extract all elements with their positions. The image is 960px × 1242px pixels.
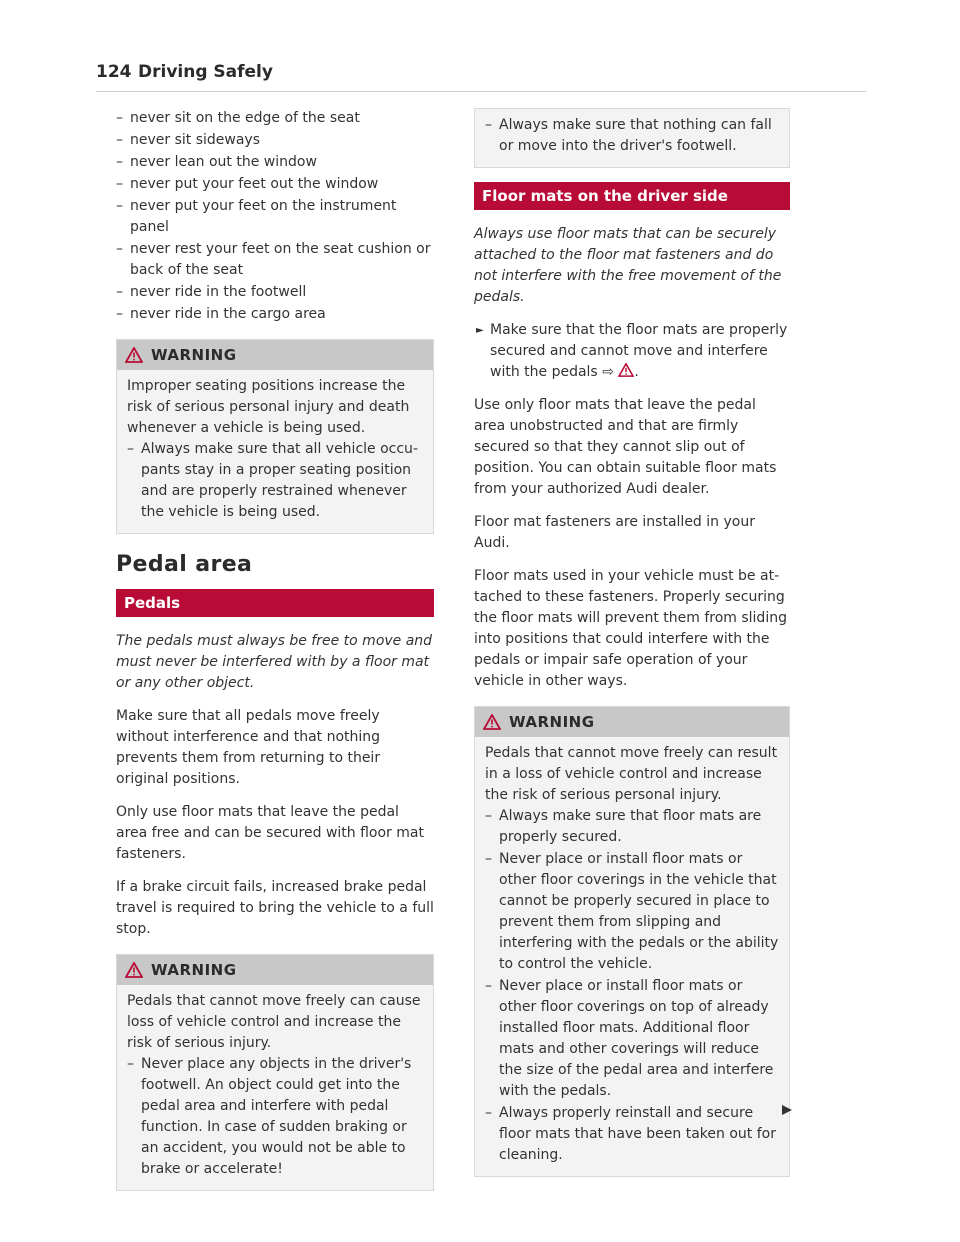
list-item: – never rest your feet on the seat cushion or back of the seat bbox=[116, 239, 434, 281]
warning-list bbox=[127, 439, 423, 523]
list-item: – Always properly reinstall and secure floor mats that have been taken out for cleaning. bbox=[485, 1103, 779, 1166]
cross-reference-arrow[interactable]: ⇨ bbox=[602, 364, 614, 380]
floor-mats-intro: Always use floor mats that can be securely attached to the floor mat fasteners and do not interfere with the free movement of the pedals. bbox=[474, 226, 782, 305]
warning-text: Pedals that cannot move freely can cause loss of vehicle control and increase the risk of serious injury. bbox=[127, 993, 421, 1051]
warning-list bbox=[485, 806, 779, 1166]
list-item: – Never place or install floor mats or other floor coverings on top of already installed floor mats. Additional floor mats and other coverings will reduce the size of the pedal area and interfere with the pedals. bbox=[485, 976, 779, 1102]
warning-body bbox=[475, 109, 789, 167]
list-item: – never ride in the footwell bbox=[116, 282, 434, 303]
list-item: – Always make sure that nothing can fall or move into the driver's footwell. bbox=[485, 115, 779, 157]
warning-triangle-icon[interactable] bbox=[618, 363, 634, 377]
warning-title: WARNING bbox=[509, 712, 595, 731]
warning-triangle-icon bbox=[125, 962, 143, 978]
paragraph: Floor mat fasteners are installed in your Audi. bbox=[474, 514, 755, 551]
section-title: Driving Safely bbox=[138, 62, 273, 82]
step-text: Make sure that the floor mats are properly secured and cannot move and interfere with the pedals bbox=[490, 322, 788, 380]
warning-header bbox=[475, 707, 789, 737]
list-item: – never put your feet on the instrument panel bbox=[116, 196, 434, 238]
list-item: – never lean out the window bbox=[116, 152, 434, 173]
warning-box-floor-mats bbox=[474, 706, 790, 1177]
warning-box-continued bbox=[474, 108, 790, 168]
seat-rules-list bbox=[116, 108, 434, 325]
warning-box-pedals bbox=[116, 954, 434, 1191]
page-header bbox=[96, 62, 866, 92]
warning-triangle-icon bbox=[483, 714, 501, 730]
warning-body bbox=[117, 370, 433, 533]
pedal-area-heading: Pedal area bbox=[116, 552, 253, 577]
warning-header bbox=[117, 340, 433, 370]
paragraph: Make sure that all pedals move freely without interference and that nothing prevents them from returning to their original positions. bbox=[116, 708, 381, 787]
page-number: 124 bbox=[96, 62, 132, 82]
floor-mats-section-bar: Floor mats on the driver side bbox=[474, 182, 790, 210]
continue-arrow-icon[interactable] bbox=[780, 1102, 794, 1116]
list-item: – Always make sure that all vehicle occupants stay in a proper seating position and are properly restrained whenever the vehicle is being used. bbox=[127, 439, 423, 523]
warning-text: Pedals that cannot move freely can result in a loss of vehicle control and increase the risk of serious personal injury. bbox=[485, 745, 778, 803]
list-item: – Always make sure that floor mats are properly secured. bbox=[485, 806, 779, 848]
pedals-section-bar: Pedals bbox=[116, 589, 434, 617]
warning-triangle-icon bbox=[125, 347, 143, 363]
warning-body bbox=[475, 737, 789, 1176]
paragraph: Only use floor mats that leave the pedal area free and can be secured with floor mat fasteners. bbox=[116, 804, 424, 862]
step-bullet-icon: ► bbox=[476, 325, 484, 336]
warning-header bbox=[117, 955, 433, 985]
warning-title: WARNING bbox=[151, 345, 237, 364]
paragraph: Use only floor mats that leave the pedal area unobstructed and that are firmly secured so that they cannot slip out of position. You can obtain suitable floor mats from your authorized Audi dealer. bbox=[474, 397, 777, 497]
list-item: – never sit sideways bbox=[116, 130, 434, 151]
list-item: – never ride in the cargo area bbox=[116, 304, 434, 325]
warning-list bbox=[127, 1054, 423, 1180]
paragraph: If a brake circuit fails, increased brake pedal travel is required to bring the vehicle to a full stop. bbox=[116, 879, 434, 937]
instruction-step: ► Make sure that the floor mats are properly secured and cannot move and interfere with the pedals ⇨ . bbox=[476, 322, 788, 380]
list-item: – never sit on the edge of the seat bbox=[116, 108, 434, 129]
left-column bbox=[116, 108, 434, 1191]
warning-box-seating bbox=[116, 339, 434, 534]
list-item: – Never place any objects in the driver's footwell. An object could get into the pedal area and interfere with pedal function. In case of sudden braking or an accident, you would not be able to brake or accelerate! bbox=[127, 1054, 423, 1180]
warning-text: Improper seating positions increase the risk of serious personal injury and death whenever a vehicle is being used. bbox=[127, 378, 410, 436]
warning-title: WARNING bbox=[151, 960, 237, 979]
list-item: – never put your feet out the window bbox=[116, 174, 434, 195]
list-item: – Never place or install floor mats or other floor coverings in the vehicle that cannot be properly secured in place to prevent them from slipping and interfering with the pedals or the ability to control the vehicle. bbox=[485, 849, 779, 975]
warning-list bbox=[485, 115, 779, 157]
paragraph: Floor mats used in your vehicle must be attached to these fasteners. Properly securing the floor mats will prevent them from sliding into positions that could interfere with the pedals or impair safe operation of your vehicle in other ways. bbox=[474, 568, 787, 689]
right-column bbox=[474, 108, 790, 1177]
warning-body bbox=[117, 985, 433, 1190]
pedals-intro: The pedals must always be free to move and must never be interfered with by a floor mat or any other object. bbox=[116, 633, 433, 691]
